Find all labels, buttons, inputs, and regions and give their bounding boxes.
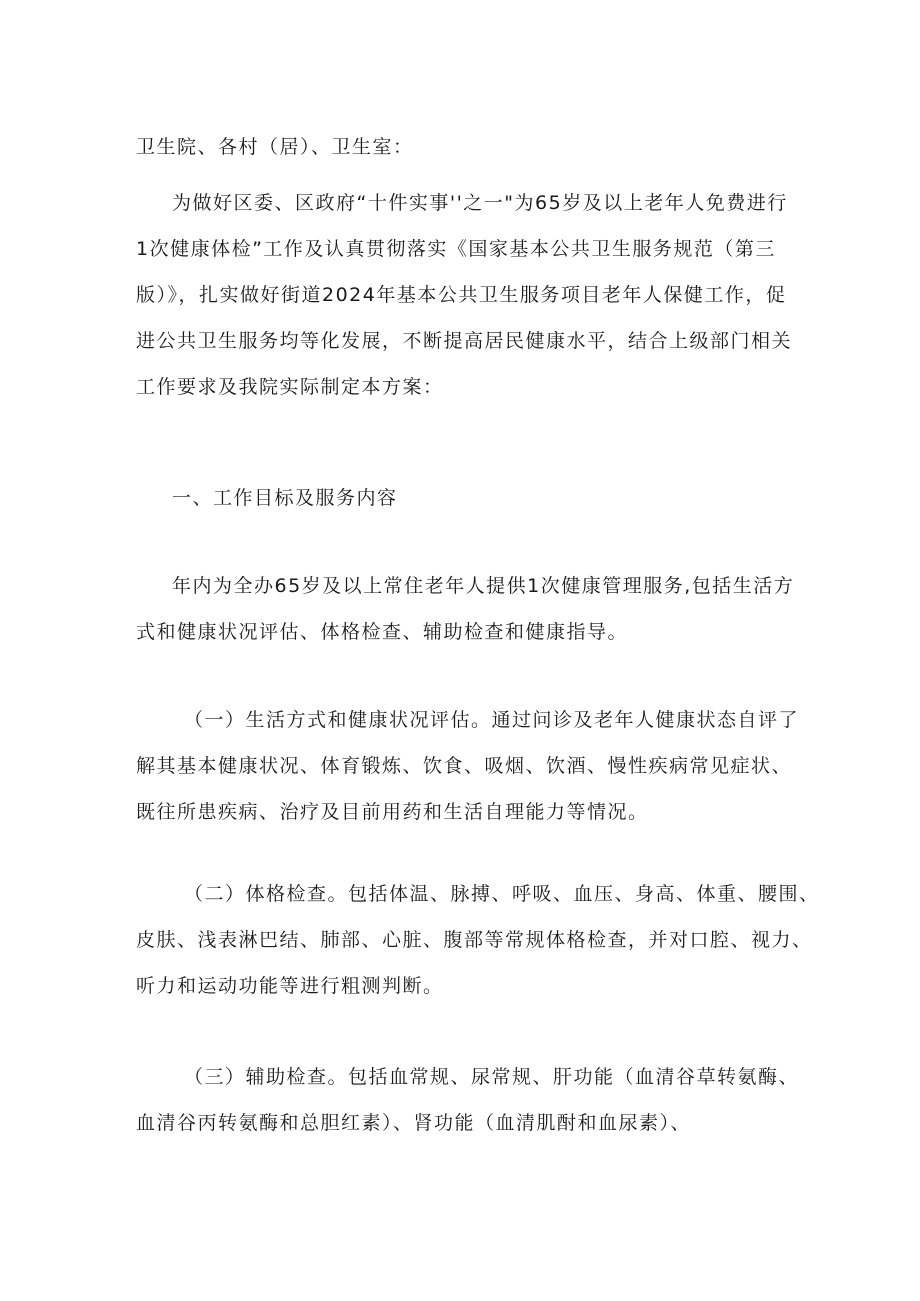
salutation xyxy=(136,124,800,170)
section1-body-line-2: 式和健康状况评估、体格检查、辅助检查和健康指导。 xyxy=(136,621,629,643)
item1-line-2: 解其基本健康状况、体育锻炼、饮食、吸烟、饮酒、慢性疾病常见症状、 xyxy=(136,755,793,777)
section1-body-line-1: 年内为全办65岁及以上常住老年人提供1次健康管理服务,包括生活方 xyxy=(172,575,795,597)
section1-heading xyxy=(136,475,800,521)
intro-line-4: 进公共卫生服务均等化发展，不断提高居民健康水平，结合上级部门相关 xyxy=(136,330,793,352)
section1-heading-text: 一、工作目标及服务内容 xyxy=(172,487,398,509)
item3-paragraph xyxy=(136,1054,800,1146)
item1-line-1: （一）生活方式和健康状况评估。通过问诊及老年人健康状态自评了 xyxy=(184,709,800,731)
item2-paragraph xyxy=(136,871,820,1009)
section1-body xyxy=(136,563,800,655)
intro-line-5: 工作要求及我院实际制定本方案： xyxy=(136,376,444,398)
intro-line-1: 为做好区委、区政府“十件实事''之一"为65岁及以上老年人免费进行 xyxy=(172,192,788,214)
salutation-line: 卫生院、各村（居）、卫生室： xyxy=(136,136,414,158)
item2-line-1: （二）体格检查。包括体温、脉搏、呼吸、血压、身高、体重、腰围、 xyxy=(184,883,820,905)
item1-line-3: 既往所患疾病、治疗及目前用药和生活自理能力等情况。 xyxy=(136,801,649,823)
item3-line-1: （三）辅助检查。包括血常规、尿常规、肝功能（血清谷草转氨酶、 xyxy=(184,1066,800,1088)
item2-line-3: 听力和运动功能等进行粗测判断。 xyxy=(136,975,444,997)
intro-line-3: 版）》，扎实做好街道2024年基本公共卫生服务项目老年人保健工作，促 xyxy=(136,284,787,306)
intro-paragraph xyxy=(136,180,800,410)
item1-paragraph xyxy=(136,697,800,835)
item2-line-2: 皮肤、浅表淋巴结、肺部、心脏、腹部等常规体格检查，并对口腔、视力、 xyxy=(136,929,813,951)
intro-line-2: 1次健康体检”工作及认真贯彻落实《国家基本公共卫生服务规范（第三 xyxy=(136,238,776,260)
item3-line-2: 血清谷丙转氨酶和总胆红素）、肾功能（血清肌酎和血尿素）、 xyxy=(136,1112,692,1134)
